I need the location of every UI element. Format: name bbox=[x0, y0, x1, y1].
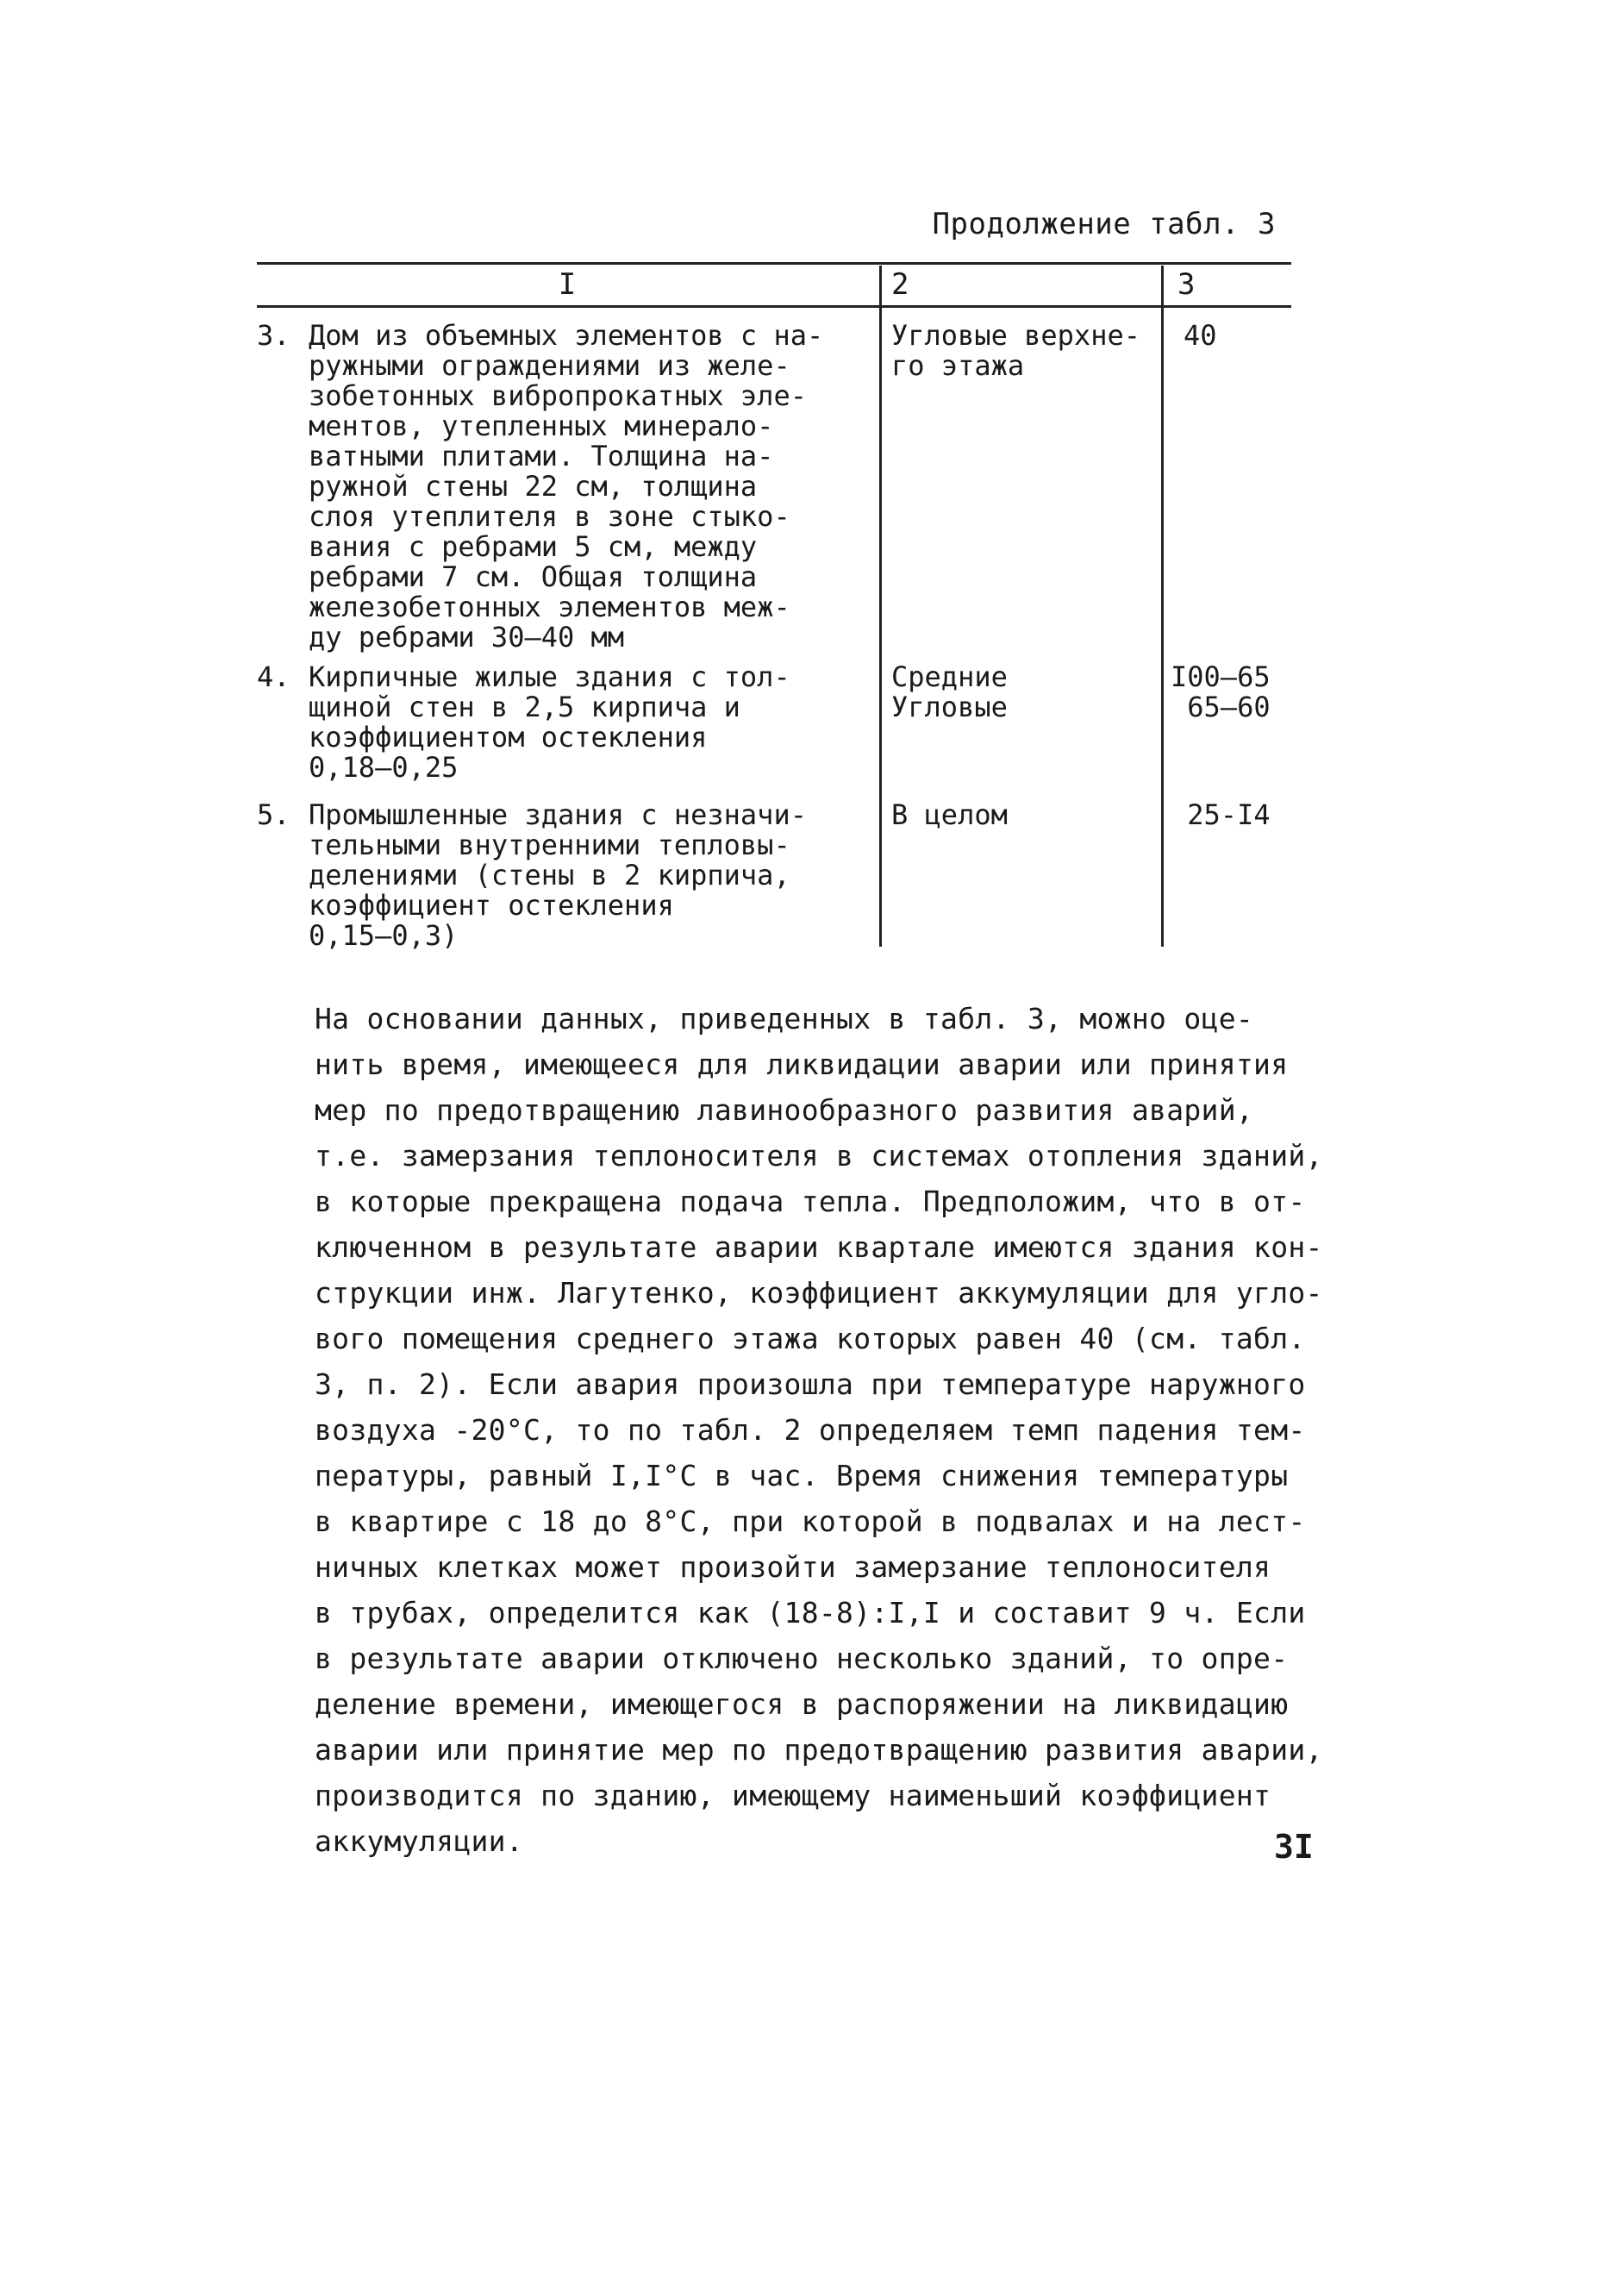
row-description: Кирпичные жилые здания с тол- щиной стен в 2,5 кирпича и коэффициентом остекления 0,18–0,25 bbox=[309, 660, 790, 784]
row-value: I00–65 65–60 bbox=[1171, 660, 1271, 723]
row-number: 5. bbox=[257, 798, 290, 831]
row-number: 4. bbox=[257, 660, 290, 693]
row-description: Дом из объемных элементов с на- ружными ограждениями из желе- зобетонных вибропрокатных эле- ментов, утепленных минерало- ватными плитами. Толщина на- ружной стены 22 см, толщина слоя утеплителя в зоне стыко- вания с ребрами 5 см, между ребрами 7 см. Общая толщина железобетонных элементов меж- ду ребрами 30–40 мм bbox=[309, 319, 824, 654]
column-header-3: 3 bbox=[1177, 267, 1196, 302]
column-header-2: 2 bbox=[891, 267, 909, 302]
body-paragraph: На основании данных, приведенных в табл. 3, можно оце- нить время, имеющееся для ликвидации аварии или принятия мер по предотвращению лавинообразного развития аварий, т.е. замерзания теплоносителя в системах отопления зданий, в которые прекращена подача тепла. Предположим, что в от- ключенном в результате аварии квартале имеются здания кон- струкции инж. Лагутенко, коэффициент аккумуляции для угло- вого помещения среднего этажа которых равен 40 (см. табл. 3, п. 2). Если авария произошла при температуре наружного воздуха -20°С, то по табл. 2 определяем темп падения тем- пературы, равный I,I°С в час. Время снижения температуры в квартире с 18 до 8°С, при которой в подвалах и на лест- ничных клетках может произойти замерзание теплоносителя в трубах, определится как (18-8):I,I и составит 9 ч. Если в результате аварии отключено несколько зданий, то опре- деление времени, имеющегося в распоряжении на ликвидацию аварии или принятие мер по предотвращению развития аварии, производится по зданию, имеющему наименьший коэффициент аккумуляции. bbox=[315, 1002, 1323, 1858]
column-header-1: I bbox=[558, 267, 577, 302]
data-table bbox=[257, 259, 1291, 957]
table-top-rule bbox=[257, 262, 1291, 265]
row-number: 3. bbox=[257, 319, 290, 352]
page-number: 3I bbox=[1274, 1828, 1314, 1866]
column-divider-1 bbox=[879, 266, 882, 947]
row-description: Промышленные здания с незначи- тельными внутренними тепловы- делениями (стены в 2 кирпича, коэффициент остекления 0,15–0,3) bbox=[309, 798, 807, 952]
row-premises: Угловые верхне- го этажа bbox=[891, 319, 1140, 382]
table-header-rule bbox=[257, 305, 1291, 308]
row-value: 40 bbox=[1184, 319, 1217, 352]
row-premises: Средние Угловые bbox=[891, 660, 1008, 723]
row-premises: В целом bbox=[891, 798, 1008, 831]
column-divider-2 bbox=[1161, 266, 1164, 947]
row-value: 25-I4 bbox=[1171, 798, 1271, 831]
table-caption: Продолжение табл. 3 bbox=[932, 207, 1276, 241]
